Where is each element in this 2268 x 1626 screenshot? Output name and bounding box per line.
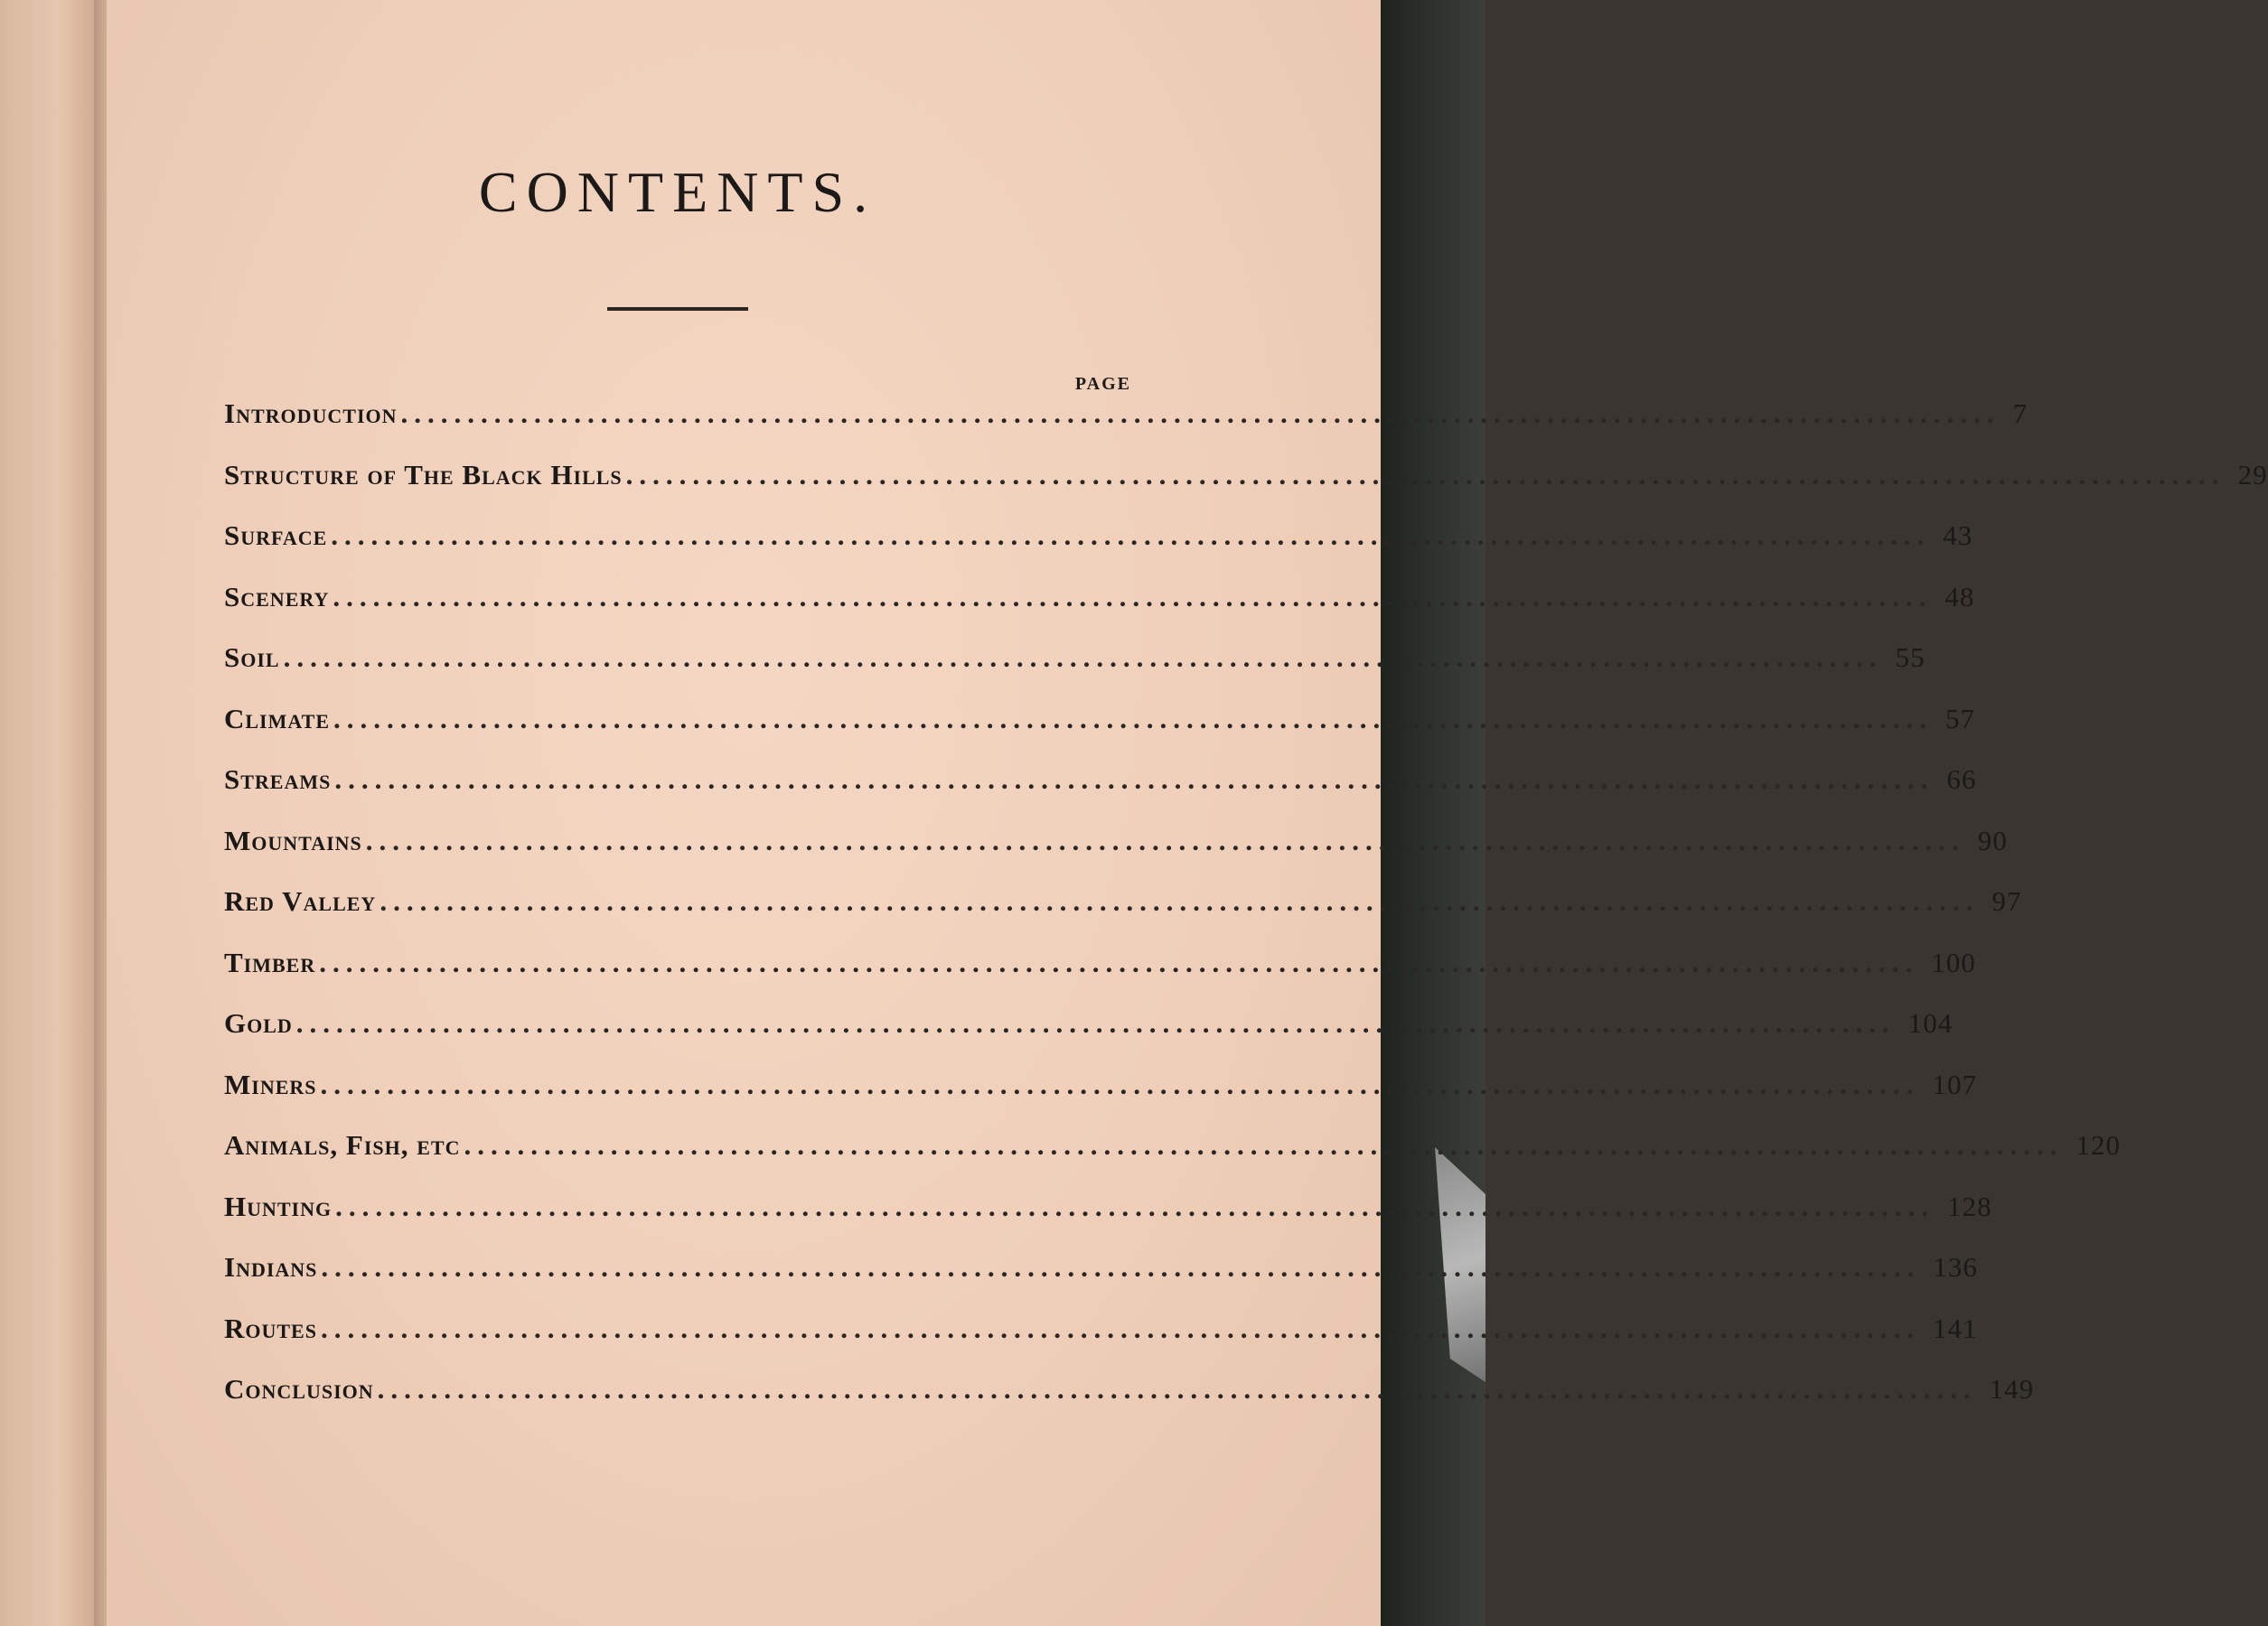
left-page-edge bbox=[0, 0, 107, 1626]
toc-row bbox=[224, 885, 2022, 947]
toc-row bbox=[224, 763, 1977, 825]
toc-entry-page: 100 bbox=[1931, 946, 1976, 978]
dot-leader: ........................................................................................................................ bbox=[283, 641, 1883, 673]
toc-row bbox=[224, 946, 1976, 1008]
toc-entry-title: Mountains bbox=[224, 824, 362, 856]
toc-entry-page: 29 bbox=[2237, 458, 2268, 491]
toc-entry-title: Timber bbox=[224, 946, 316, 978]
toc-entry-page: 90 bbox=[1977, 824, 2008, 856]
toc-entry-page: 107 bbox=[1932, 1068, 1978, 1100]
dot-leader: ........................................................................................................................ bbox=[333, 580, 1933, 612]
dot-leader: ........................................................................................................................ bbox=[295, 1007, 1896, 1039]
toc-row bbox=[224, 1007, 1954, 1069]
toc-row bbox=[224, 397, 2029, 459]
toc-row bbox=[224, 580, 1975, 642]
title-rule bbox=[607, 307, 748, 311]
toc-entry-page: 104 bbox=[1907, 1007, 1954, 1039]
dot-leader: ........................................................................................................................ bbox=[400, 397, 2001, 429]
toc-entry-page: 43 bbox=[1943, 519, 1973, 551]
page-column-header: PAGE bbox=[1074, 374, 1131, 394]
dot-leader: ........................................................................................................................ bbox=[321, 1251, 1921, 1283]
toc-entry-page: 66 bbox=[1946, 763, 1977, 795]
dot-leader: ........................................................................................................................ bbox=[320, 1068, 1920, 1100]
dot-leader: ........................................................................................................................ bbox=[331, 519, 1931, 551]
toc-entry-title: Surface bbox=[224, 519, 328, 551]
toc-row bbox=[224, 1312, 1978, 1374]
toc-entry-title: Conclusion bbox=[224, 1373, 374, 1405]
dot-leader: ........................................................................................................................ bbox=[333, 702, 1933, 734]
toc-entry-page: 97 bbox=[1992, 885, 2022, 917]
dot-leader: ........................................................................................................................ bbox=[365, 824, 1965, 856]
toc-entry-title: Red Valley bbox=[224, 885, 377, 917]
toc-row bbox=[224, 458, 2268, 520]
toc-entry-title: Climate bbox=[224, 702, 330, 734]
page-title: CONTENTS. bbox=[478, 160, 877, 224]
toc-entry-page: 120 bbox=[2076, 1129, 2121, 1161]
toc-entry-page: 149 bbox=[1989, 1373, 2035, 1405]
toc-row bbox=[224, 702, 1975, 764]
toc-entry-page: 48 bbox=[1945, 580, 1975, 612]
toc-entry-title: Gold bbox=[224, 1007, 293, 1039]
dot-leader: ........................................................................................................................ bbox=[319, 946, 1919, 978]
toc-entry-title: Soil bbox=[224, 641, 280, 673]
dot-leader: ........................................................................................................................ bbox=[334, 763, 1935, 795]
toc-entry-title: Animals, Fish, etc bbox=[224, 1129, 461, 1161]
table-of-contents bbox=[224, 397, 2268, 1434]
toc-row bbox=[224, 1373, 2035, 1434]
toc-entry-page: 141 bbox=[1932, 1312, 1978, 1344]
toc-entry-title: Miners bbox=[224, 1068, 317, 1100]
toc-entry-title: Indians bbox=[224, 1251, 318, 1283]
dot-leader: ........................................................................................................................ bbox=[625, 458, 2226, 491]
toc-entry-title: Streams bbox=[224, 763, 332, 795]
toc-row bbox=[224, 641, 1926, 703]
dot-leader: ........................................................................................................................ bbox=[335, 1190, 1935, 1222]
toc-entry-page: 57 bbox=[1945, 702, 1975, 734]
toc-entry-page: 55 bbox=[1895, 641, 1926, 673]
toc-row bbox=[224, 1068, 1978, 1130]
toc-entry-page: 136 bbox=[1933, 1251, 1978, 1283]
toc-entry-title: Hunting bbox=[224, 1190, 333, 1222]
toc-entry-title: Introduction bbox=[224, 397, 398, 429]
dot-leader: ........................................................................................................................ bbox=[320, 1312, 1920, 1344]
dot-leader: ........................................................................................................................ bbox=[380, 885, 1980, 917]
toc-row bbox=[224, 1251, 1978, 1313]
dot-leader: ........................................................................................................................ bbox=[464, 1129, 2064, 1161]
toc-entry-title: Routes bbox=[224, 1312, 317, 1344]
toc-entry-title: Structure of The Black Hills bbox=[224, 458, 623, 491]
dot-leader: ........................................................................................................................ bbox=[377, 1373, 1977, 1405]
toc-entry-page: 7 bbox=[2012, 397, 2029, 429]
toc-row bbox=[224, 1190, 1992, 1252]
toc-entry-title: Scenery bbox=[224, 580, 330, 612]
toc-row bbox=[224, 824, 2008, 886]
toc-row bbox=[224, 519, 1973, 581]
toc-row bbox=[224, 1129, 2121, 1191]
toc-entry-page: 128 bbox=[1947, 1190, 1992, 1222]
